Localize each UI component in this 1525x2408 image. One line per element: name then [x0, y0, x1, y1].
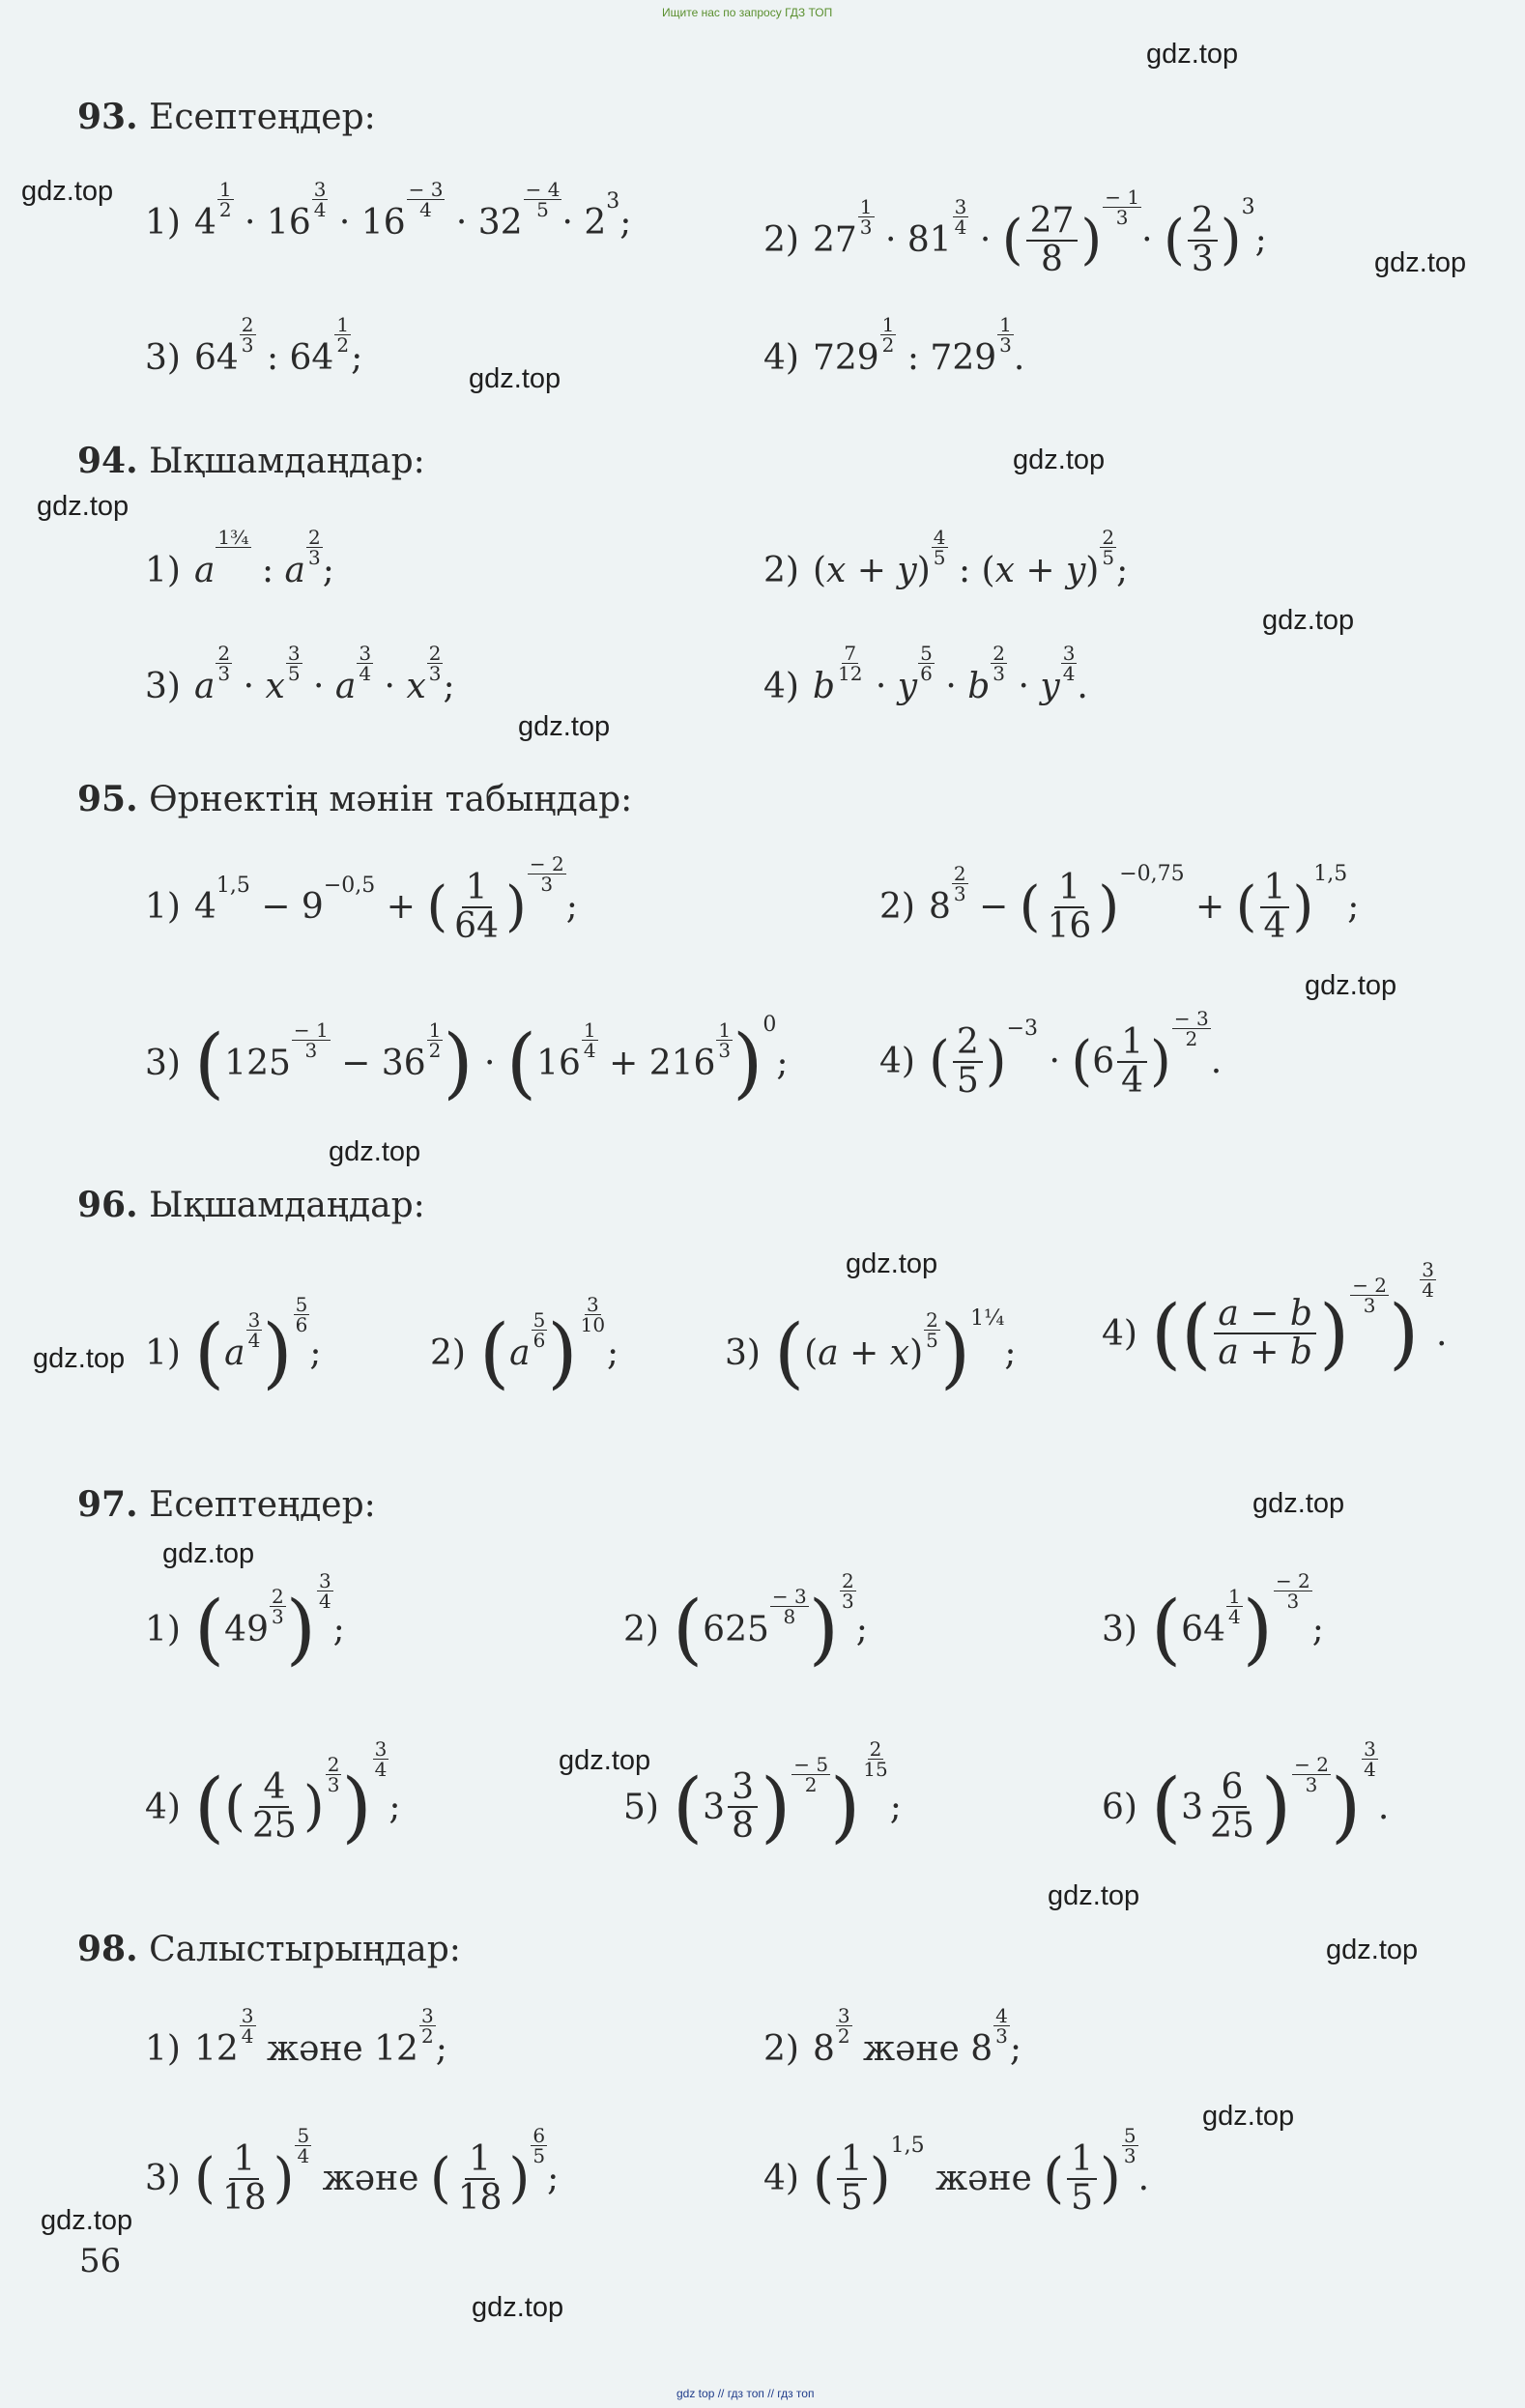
expression-97-6: 6) ( 3 $\frac{6}{25}$ ) − 2 3 ) 3 4 . — [1102, 1736, 1390, 1851]
and-word: және — [935, 2159, 1032, 2199]
expression-94-2: 2) ( x + y ) 4 5 : ( x + y ) 2 5 ; — [763, 526, 1129, 590]
problem-95-heading — [77, 779, 632, 819]
problem-number: 96. — [77, 1185, 138, 1225]
and-word: және — [863, 2029, 960, 2069]
expression-96-3: 3) ( ( a + x ) 2 5 ) 1¼ ; — [725, 1305, 1017, 1397]
watermark: gdz.top — [469, 363, 561, 394]
problem-title: Салыстырыңдар: — [149, 1930, 461, 1969]
problem-title: Есептеңдер: — [149, 1485, 376, 1525]
expression-96-2: 2) ( a 5 6 ) 3 10 ; — [430, 1292, 619, 1397]
problem-number: 95. — [77, 779, 138, 819]
watermark: gdz.top — [1202, 2101, 1295, 2132]
watermark: gdz.top — [1374, 247, 1467, 278]
page-number: 56 — [79, 2242, 122, 2280]
watermark: gdz.top — [37, 491, 129, 522]
expression-94-3: 3) a 2 3 · x 3 5 · a 3 4 · x 2 3 ; — [145, 642, 455, 706]
and-word: және — [266, 2029, 363, 2069]
problem-97-heading — [77, 1484, 376, 1525]
expression-93-1: 1) 4 1 2 · 16 3 4 · 16 − 3 4 · 32 − 4 5 · 2 3 ; — [145, 178, 632, 243]
problem-number: 93. — [77, 97, 138, 137]
expression-98-4: 4) ( $\frac{1}{5}$ ) 1,5 және ( $\frac{1}{5}$ ) 5 3 . — [763, 2124, 1150, 2218]
problem-title: Есептеңдер: — [149, 98, 376, 137]
watermark: gdz.top — [1048, 1880, 1140, 1911]
expression-93-4: 4) 729 1 2 : 729 1 3 . — [763, 313, 1025, 378]
expression-95-4: 4) ( $\frac{2}{5}$ ) −3 · ( 6 $\frac{1}{4}$ ) − 3 2 . — [879, 1007, 1223, 1101]
expression-97-2: 2) ( 625 − 3 8 ) 2 3 ; — [623, 1568, 868, 1674]
expression-98-1: 1) 12 3 4 және 12 3 2 ; — [145, 2004, 447, 2069]
problem-94-heading — [77, 441, 425, 481]
watermark: gdz.top — [846, 1248, 938, 1279]
problem-number: 97. — [77, 1484, 138, 1525]
watermark: gdz.top — [329, 1136, 421, 1167]
problem-title: Ықшамдаңдар: — [149, 1186, 425, 1225]
watermark: gdz.top — [162, 1538, 255, 1569]
expression-95-3: 3) ( 125 − 1 3 − 36 1 2 ) · ( 16 1 4 + 216 1 3 ) 0 ; — [145, 1012, 789, 1107]
watermark: gdz.top — [21, 176, 114, 207]
expression-93-3: 3) 64 2 3 : 64 1 2 ; — [145, 313, 363, 378]
expression-97-3: 3) ( 64 1 4 ) − 2 3 ; — [1102, 1568, 1324, 1674]
expression-95-1: 1) 4 1,5 − 9 −0,5 + ( $\frac{1}{64}$ ) − 2 3 ; — [145, 852, 578, 946]
expression-95-2: 2) 8 2 3 − ( $\frac{1}{16}$ ) −0,75 + ( $\frac{1}{4}$ ) 1,5 ; — [879, 862, 1360, 946]
problem-93-heading — [77, 97, 376, 137]
problem-98-heading — [77, 1929, 461, 1969]
watermark: gdz.top — [559, 1745, 651, 1776]
expression-97-1: 1) ( 49 2 3 ) 3 4 ; — [145, 1568, 345, 1674]
problem-number: 98. — [77, 1929, 138, 1969]
expression-96-4: 4) ( ( $\frac{a - b}{a + b}$ ) − 2 3 ) 3 4 . — [1102, 1257, 1448, 1378]
watermark: gdz.top — [1013, 444, 1106, 475]
watermark: gdz.top — [472, 2292, 564, 2323]
expression-94-4: 4) b 7 12 · y 5 6 · b 2 3 · y 3 4 . — [763, 642, 1088, 706]
expression-94-1: 1) a 1¾ : a 2 3 ; — [145, 526, 334, 590]
watermark: gdz.top — [518, 711, 611, 742]
and-word: және — [322, 2159, 419, 2199]
watermark: gdz.top — [1305, 970, 1397, 1001]
expression-98-3: 3) ( $\frac{1}{18}$ ) 5 4 және ( $\frac{1}{18}$ ) 6 5 ; — [145, 2124, 560, 2218]
problem-number: 94. — [77, 441, 138, 481]
watermark: gdz.top — [33, 1343, 126, 1374]
expression-96-1: 1) ( a 3 4 ) 5 6 ; — [145, 1292, 322, 1397]
problem-96-heading — [77, 1185, 425, 1225]
problem-title: Өрнектің мәнін табыңдар: — [149, 780, 633, 819]
watermark: gdz.top — [1326, 1935, 1419, 1965]
top-note: Ищите нас по запросу ГДЗ ТОП — [662, 6, 833, 19]
watermark: gdz.top — [41, 2205, 133, 2236]
expression-97-4: 4) ( ( $\frac{4}{25}$ ) 2 3 ) 3 4 ; — [145, 1736, 401, 1851]
watermark: gdz.top — [1262, 605, 1355, 636]
footer-note: gdz top // гдз топ // гдз топ — [676, 2387, 815, 2400]
expression-97-5: 5) ( 3 $\frac{3}{8}$ ) − 5 2 ) 2 15 ; — [623, 1736, 902, 1851]
expression-98-2: 2) 8 3 2 және 8 4 3 ; — [763, 2004, 1022, 2069]
watermark: gdz.top — [1146, 39, 1239, 70]
problem-title: Ықшамдаңдар: — [149, 442, 425, 481]
expression-93-2: 2) 27 1 3 · 81 3 4 · ( $\frac{27}{8}$ ) − 1 3 · ( $\frac{2}{3}$ ) 3 ; — [763, 186, 1267, 279]
watermark: gdz.top — [1252, 1488, 1345, 1519]
